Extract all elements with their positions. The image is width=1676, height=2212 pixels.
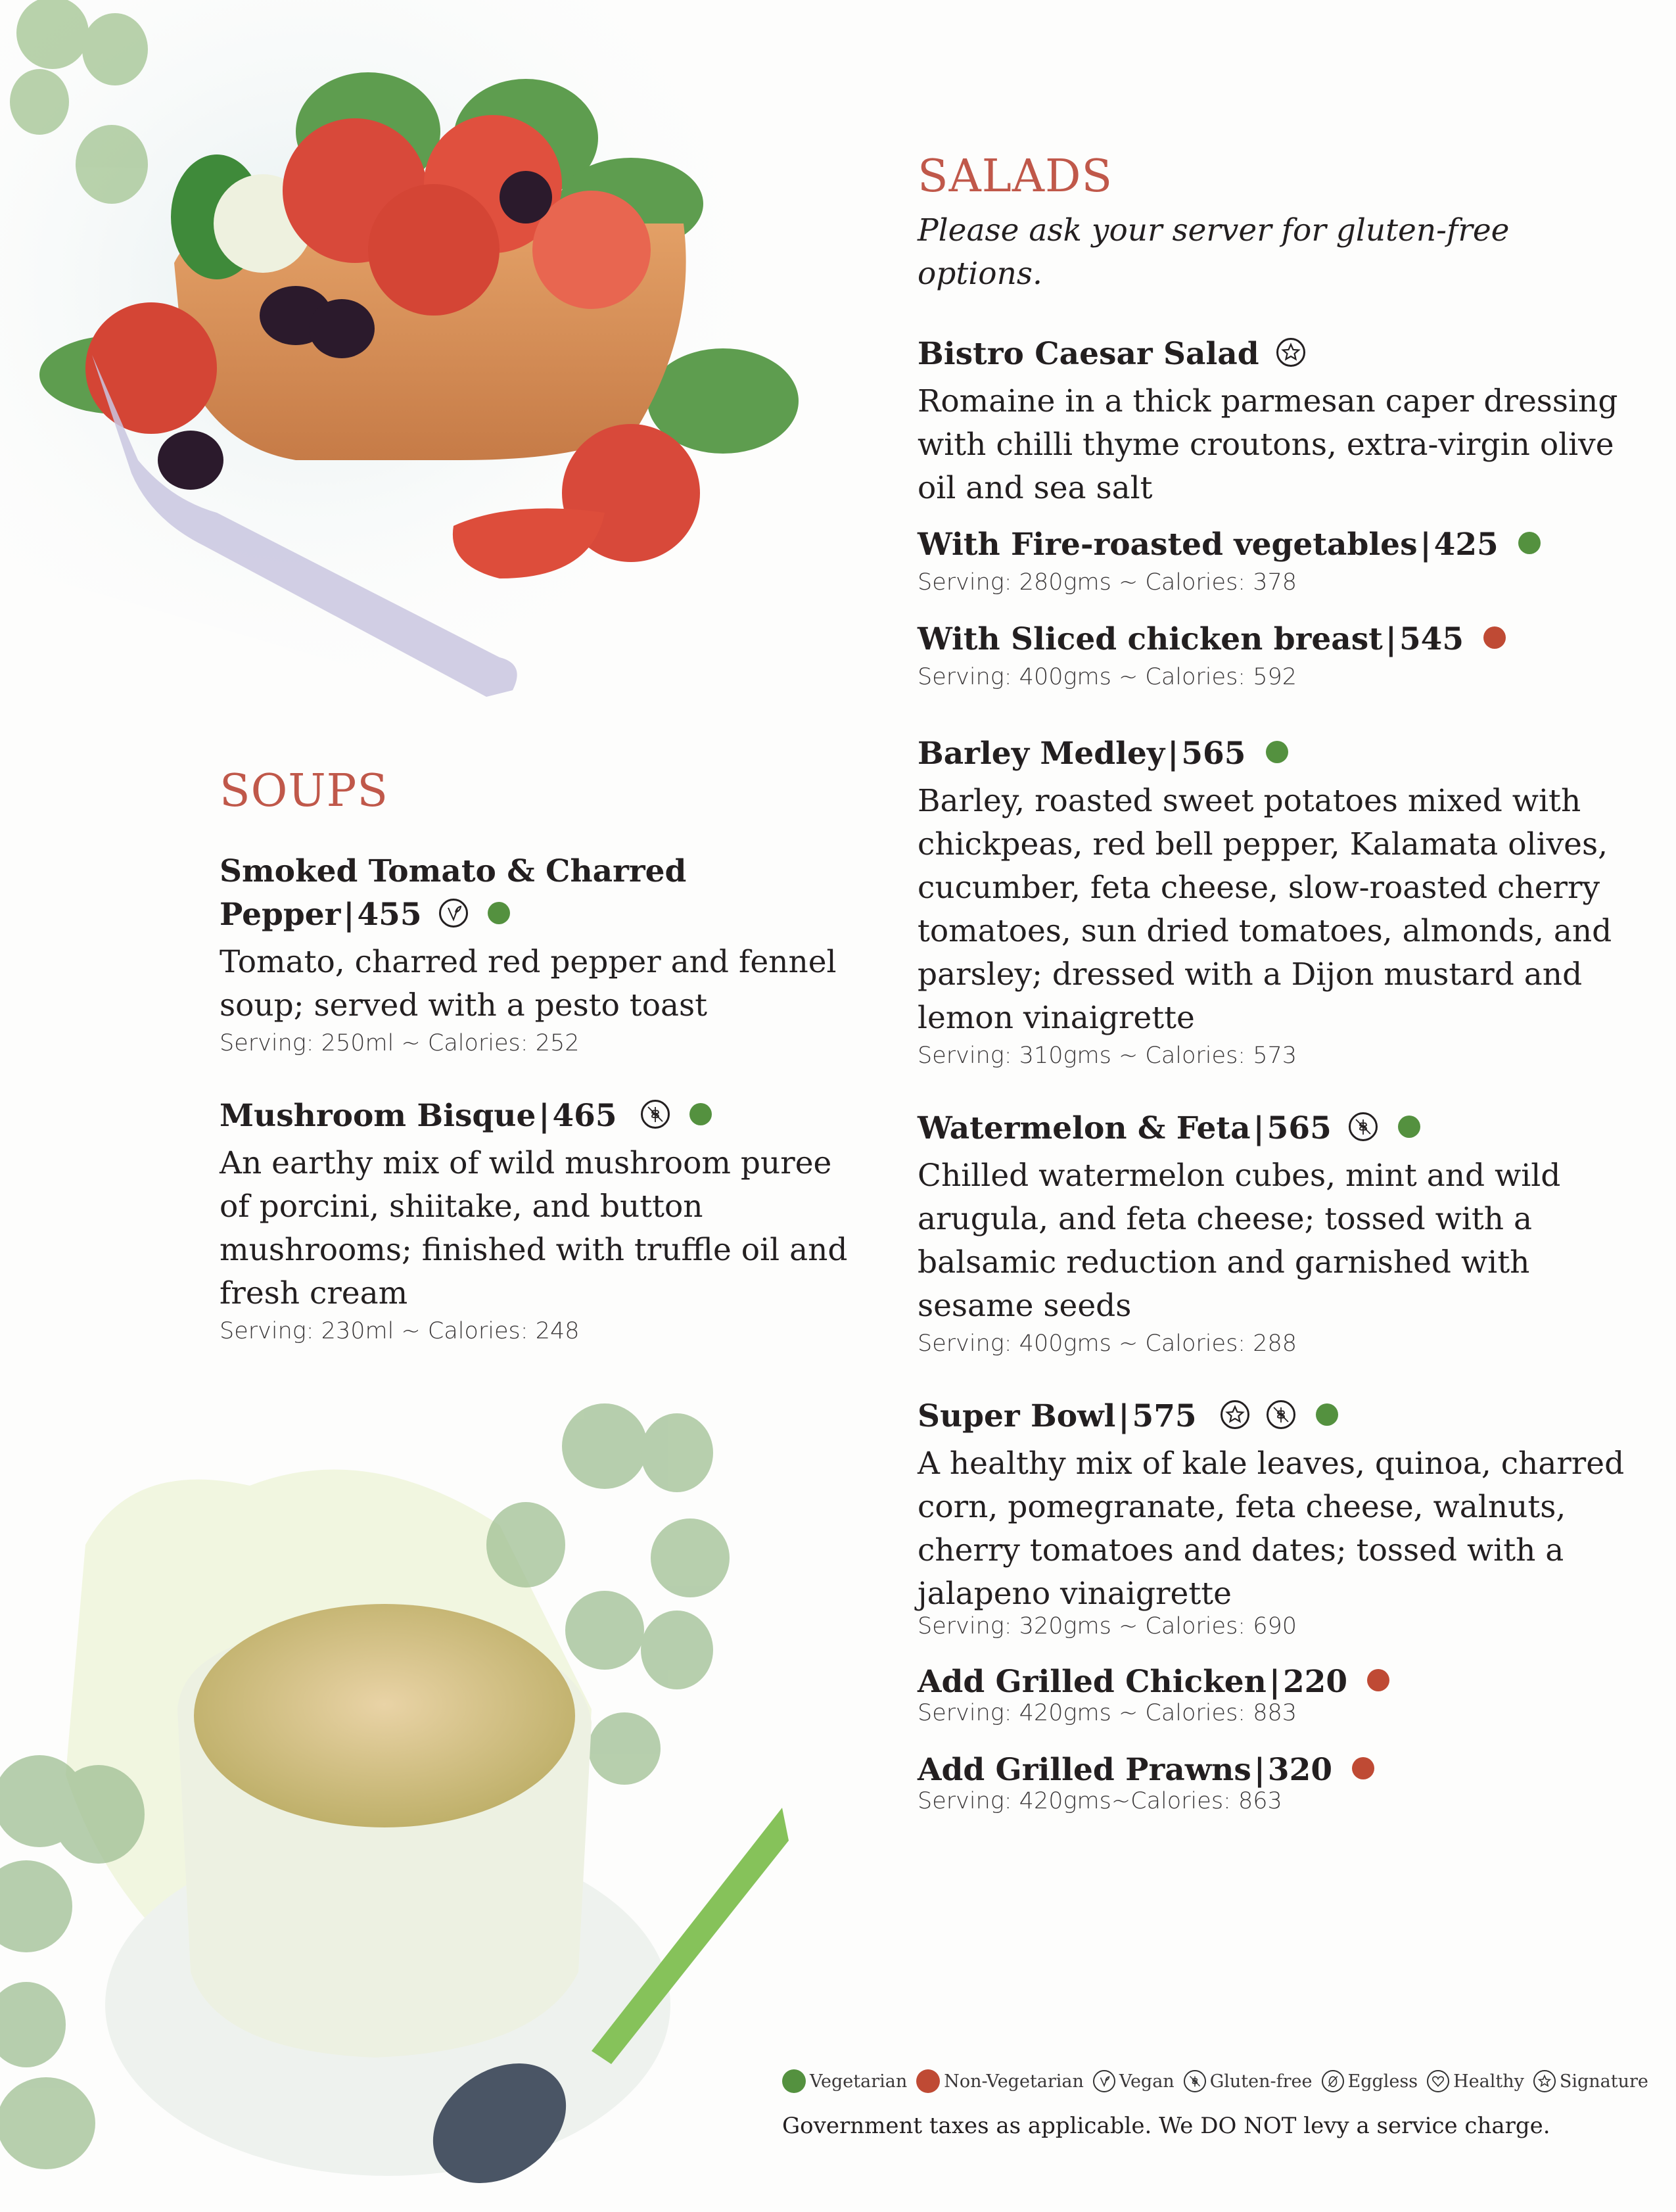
veg-dot-icon bbox=[782, 2069, 806, 2093]
nonveg-dot-icon bbox=[916, 2069, 940, 2093]
serving-calories: Serving: 230ml ~ Calories: 248 bbox=[220, 1318, 580, 1345]
price: 425 bbox=[1433, 527, 1499, 563]
item-description: Tomato, charred red pepper and fennel soup; served with a pesto toast bbox=[220, 944, 837, 1024]
veg-dot-icon bbox=[1266, 741, 1288, 763]
serving-calories: Serving: 310gms ~ Calories: 573 bbox=[918, 1043, 1297, 1070]
gluten-free-note: Please ask your server for gluten-free options. bbox=[918, 212, 1510, 293]
signature-icon bbox=[1221, 1400, 1249, 1429]
item-name: Smoked Tomato & Charred Pepper bbox=[220, 853, 687, 933]
price: 320 bbox=[1267, 1752, 1333, 1789]
price: 545 bbox=[1399, 621, 1464, 658]
legend-item-vegetarian: Vegetarian bbox=[782, 2069, 907, 2093]
item-name: Super Bowl bbox=[918, 1398, 1116, 1435]
tax-service-charge-note: Government taxes as applicable. We DO NOT levy a service charge. bbox=[782, 2113, 1550, 2139]
serving-calories: Serving: 400gms ~ Calories: 288 bbox=[918, 1330, 1297, 1357]
variant-fire-roasted-vegetables: With Fire-roasted vegetables|425 Serving: 280gms ~ Calories: 378 bbox=[918, 523, 1627, 597]
item-description: An earthy mix of wild mushroom puree of porcini, shiitake, and button mushrooms; finished with truffle oil and fresh cream bbox=[220, 1145, 848, 1312]
addon-name: Add Grilled Prawns bbox=[918, 1752, 1251, 1789]
veg-dot-icon bbox=[488, 902, 510, 924]
gluten-free-icon bbox=[1267, 1400, 1295, 1429]
vegan-icon bbox=[439, 899, 468, 928]
item-description: Chilled watermelon cubes, mint and wild arugula, and feta cheese; tossed with a balsamic reduction and garnished with sesame seeds bbox=[918, 1158, 1561, 1325]
signature-icon bbox=[1276, 338, 1305, 367]
dietary-legend bbox=[782, 2069, 1648, 2093]
price: 565 bbox=[1267, 1110, 1332, 1147]
nonveg-dot-icon bbox=[1367, 1669, 1389, 1691]
gluten-free-icon bbox=[1184, 2070, 1206, 2092]
item-name: Barley Medley bbox=[918, 736, 1165, 772]
item-name: Bistro Caesar Salad bbox=[918, 336, 1259, 373]
veg-dot-icon bbox=[689, 1103, 712, 1125]
legend-item-non-vegetarian: Non-Vegetarian bbox=[916, 2069, 1084, 2093]
addon-grilled-chicken: Add Grilled Chicken|220 Serving: 420gms ~ Calories: 883 bbox=[918, 1660, 1627, 1728]
item-description: Barley, roasted sweet potatoes mixed with chickpeas, red bell pepper, Kalamata olives, cucumber, feta cheese, slow-roasted cherry tomatoes, sun dried tomatoes, almonds, and parsley; dressed with a Dijon mustard and lemon vinaigrette bbox=[918, 783, 1612, 1037]
menu-item-smoked-tomato-charred-pepper: Smoked Tomato & Charred Pepper|455 bbox=[220, 853, 687, 933]
item-name: Mushroom Bisque bbox=[220, 1098, 536, 1135]
price: 575 bbox=[1132, 1398, 1197, 1435]
gluten-free-icon bbox=[1349, 1112, 1378, 1141]
signature-icon bbox=[1533, 2070, 1556, 2092]
serving-calories: Serving: 420gms ~ Calories: 883 bbox=[918, 1700, 1297, 1727]
soup-bowl-illustration bbox=[0, 1380, 822, 2209]
menu-item-bistro-caesar-salad bbox=[918, 333, 1627, 692]
salads-section bbox=[918, 151, 1627, 1816]
menu-item-mushroom-bisque: Mushroom Bisque|465 An earthy mix of wild mushroom puree of porcini, shiitake, and button mushrooms; finished with truffle oil and fresh cream Serving: 230ml ~ Calories: 248 bbox=[220, 1094, 864, 1346]
serving-calories: Serving: 320gms ~ Calories: 690 bbox=[918, 1613, 1297, 1640]
addon-grilled-prawns: Add Grilled Prawns|320 Serving: 420gms~Calories: 863 bbox=[918, 1749, 1627, 1816]
veg-dot-icon bbox=[1518, 532, 1541, 554]
veg-dot-icon bbox=[1398, 1116, 1420, 1138]
price: 455 bbox=[357, 897, 422, 933]
healthy-icon bbox=[1427, 2070, 1449, 2092]
variant-sliced-chicken-breast: With Sliced chicken breast|545 Serving: 400gms ~ Calories: 592 bbox=[918, 618, 1627, 692]
price: 465 bbox=[552, 1098, 617, 1135]
item-name: Watermelon & Feta bbox=[918, 1110, 1251, 1147]
soups-section bbox=[220, 766, 864, 1346]
menu-item-barley-medley: Barley Medley|565 Barley, roasted sweet potatoes mixed with chickpeas, red bell pepper, Kalamata olives, cucumber, feta cheese, slow-roasted cherry tomatoes, sun dried tomatoes, almonds, and parsley; dressed with a Dijon mustard and lemon vinaigrette Serving: 310gms ~ Calories: 573 bbox=[918, 732, 1627, 1070]
legend-item-vegan: Vegan bbox=[1093, 2070, 1175, 2092]
legend-item-healthy: Healthy bbox=[1427, 2070, 1524, 2092]
legend-item-gluten-free: Gluten-free bbox=[1184, 2070, 1313, 2092]
price: 565 bbox=[1181, 736, 1246, 772]
serving-calories: Serving: 420gms~Calories: 863 bbox=[918, 1788, 1282, 1815]
gluten-free-icon bbox=[641, 1100, 670, 1129]
variant-name: With Fire-roasted vegetables bbox=[918, 527, 1418, 563]
serving-calories: Serving: 400gms ~ Calories: 592 bbox=[918, 664, 1297, 691]
legend-item-signature: Signature bbox=[1533, 2070, 1648, 2092]
variant-name: With Sliced chicken breast bbox=[918, 621, 1383, 658]
section-title-salads: SALADS bbox=[918, 151, 1113, 202]
item-description: A healthy mix of kale leaves, quinoa, charred corn, pomegranate, feta cheese, walnuts, cherry tomatoes and dates; tossed with a jalapeno vinaigrette bbox=[918, 1446, 1625, 1612]
nonveg-dot-icon bbox=[1352, 1757, 1374, 1779]
nonveg-dot-icon bbox=[1483, 626, 1506, 649]
menu-item-super-bowl: Super Bowl|575 A healthy mix of kale leaves, quinoa, charred corn, pomegranate, feta cheese, walnuts, cherry tomatoes and dates; tossed with a jalapeno vinaigrette Serving: 320gms ~ Calories: 690 Add Grilled Chicken|220 Serving: 420gms ~ Calories: 883 Add Grilled Prawns|320 Serving: 420gms~Calories: 863 bbox=[918, 1395, 1627, 1816]
eggless-icon bbox=[1322, 2070, 1344, 2092]
veg-dot-icon bbox=[1316, 1403, 1338, 1426]
serving-calories: Serving: 250ml ~ Calories: 252 bbox=[220, 1030, 580, 1057]
addon-name: Add Grilled Chicken bbox=[918, 1664, 1267, 1701]
legend-item-eggless: Eggless bbox=[1322, 2070, 1418, 2092]
salad-bowl-illustration bbox=[0, 0, 822, 723]
menu-item-watermelon-feta: Watermelon & Feta|565 Chilled watermelon cubes, mint and wild arugula, and feta cheese; tossed with a balsamic reduction and garnished with sesame seeds Serving: 400gms ~ Calories: 288 bbox=[918, 1107, 1627, 1358]
section-title-soups: SOUPS bbox=[220, 765, 388, 817]
item-description: Romaine in a thick parmesan caper dressing with chilli thyme croutons, extra-virgin olive oil and sea salt bbox=[918, 383, 1618, 507]
vegan-icon bbox=[1093, 2070, 1115, 2092]
price: 220 bbox=[1282, 1664, 1348, 1701]
serving-calories: Serving: 280gms ~ Calories: 378 bbox=[918, 569, 1297, 596]
